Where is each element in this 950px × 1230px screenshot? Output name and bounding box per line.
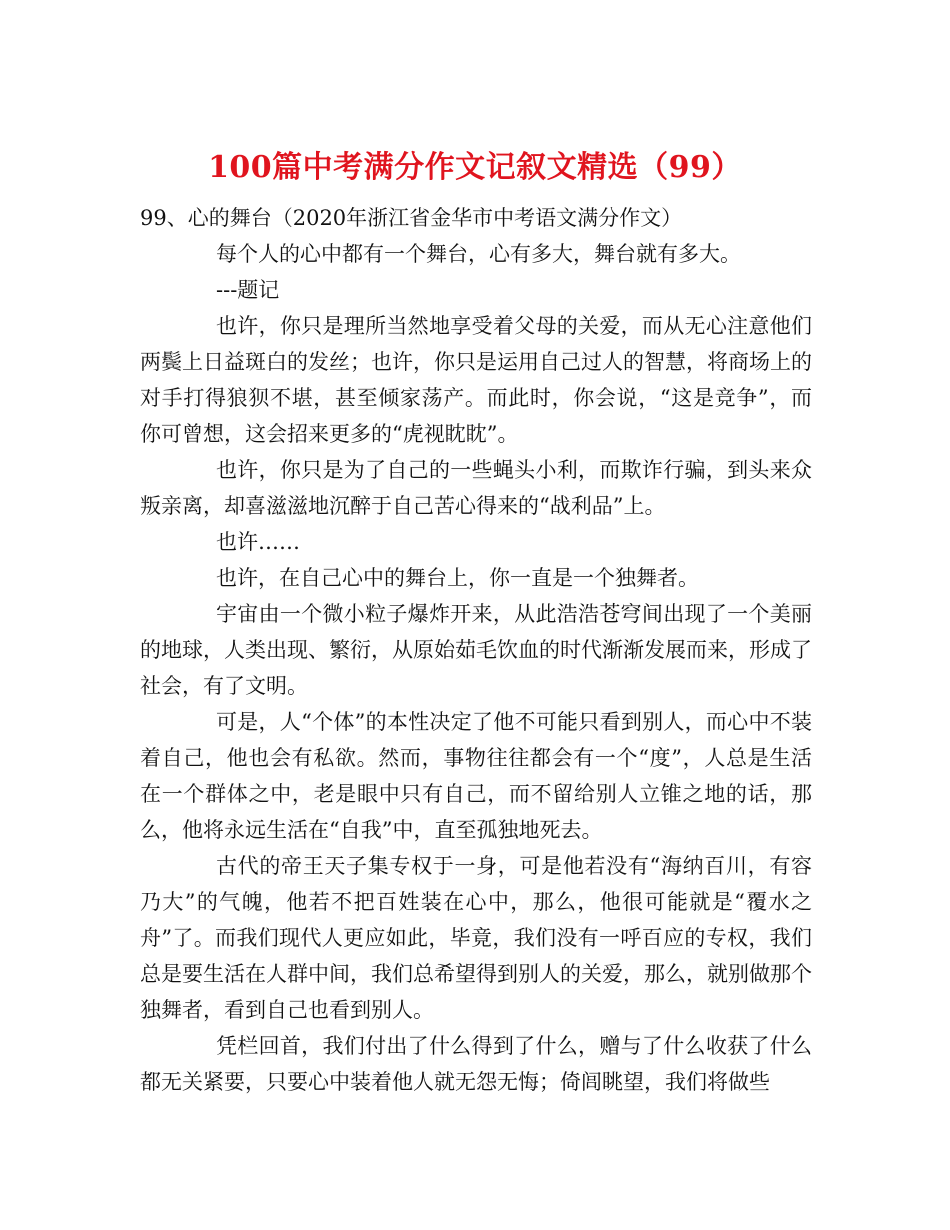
paragraph: 宇宙由一个微小粒子爆炸开来，从此浩浩苍穹间出现了一个美丽的地球，人类出现、繁衍，从原始茹毛饮血的时代渐渐发展而来，形成了社会，有了文明。 (140, 602, 812, 698)
paragraph: 凭栏回首，我们付出了什么得到了什么，赠与了什么收获了什么都无关紧要，只要心中装着他人就无怨无悔；倚闾眺望，我们将做些 (140, 1034, 812, 1094)
paragraph: 古代的帝王天子集专权于一身，可是他若没有“海纳百川，有容乃大”的气魄，他若不把百姓装在心中，那么，他很可能就是“覆水之舟”了。而我们现代人更应如此，毕竟，我们没有一呼百应的专权，我们总是要生活在人群中间，我们总希望得到别人的关爱，那么，就别做那个独舞者，看到自己也看到别人。 (140, 854, 812, 1022)
article-body (140, 200, 812, 1100)
document-title: 100篇中考满分作文记叙文精选（99） (208, 150, 742, 186)
paragraph: 可是，人“个体”的本性决定了他不可能只看到别人，而心中不装着自己，他也会有私欲。然而，事物往往都会有一个“度”，人总是生活在一个群体之中，老是眼中只有自己，而不留给别人立锥之地的话，那么，他将永远生活在“自我”中，直至孤独地死去。 (140, 710, 812, 842)
paragraph: 也许，在自己心中的舞台上，你一直是一个独舞者。 (216, 566, 699, 590)
epigraph: 每个人的心中都有一个舞台，心有多大，舞台就有多大。 (216, 242, 741, 266)
paragraph: 也许…… (216, 530, 300, 554)
paragraph: 也许，你只是为了自己的一些蝇头小利，而欺诈行骗，到头来众叛亲离，却喜滋滋地沉醉于自己苦心得来的“战利品”上。 (140, 458, 812, 518)
epigraph-source: ---题记 (216, 278, 280, 302)
article-subtitle: 99、心的舞台（2020年浙江省金华市中考语文满分作文） (140, 206, 683, 230)
paragraph: 也许，你只是理所当然地享受着父母的关爱，而从无心注意他们两鬓上日益斑白的发丝；也许，你只是运用自己过人的智慧，将商场上的对手打得狼狈不堪，甚至倾家荡产。而此时，你会说，“这是竞争”，而你可曾想，这会招来更多的“虎视眈眈”。 (140, 314, 812, 446)
